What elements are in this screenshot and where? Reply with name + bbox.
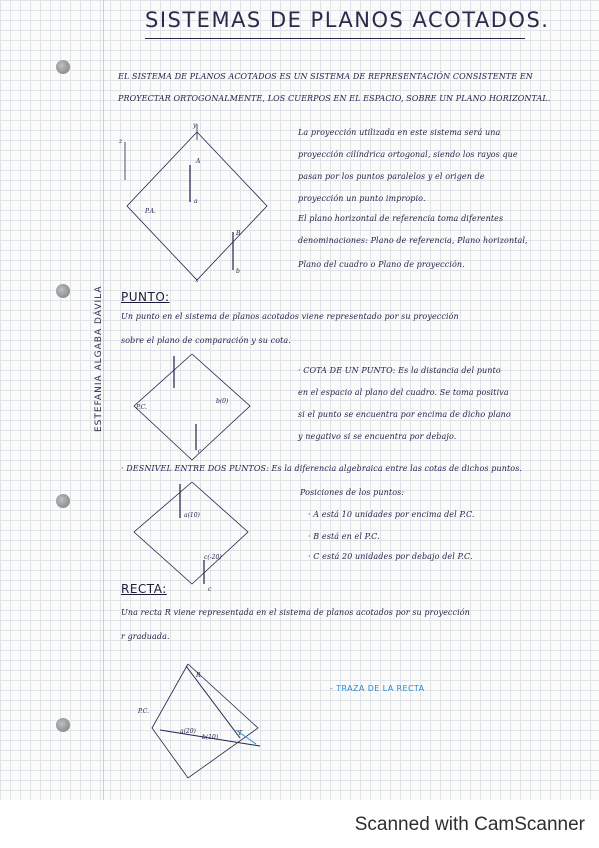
cota-line-4: y negativo si se encuentra por debajo.	[298, 432, 457, 441]
posicion-a: · A está 10 unidades por encima del P.C.	[308, 510, 475, 519]
label-c: c	[198, 448, 202, 455]
projection-line-7: Plano del cuadro o Plano de proyección.	[298, 260, 465, 269]
projection-line-1: La proyección utilizada en este sistema será una	[298, 128, 501, 137]
label-c20: c(-20)	[204, 554, 222, 561]
label-a: A	[196, 158, 201, 165]
recta-heading: RECTA:	[121, 582, 167, 596]
scanner-watermark: Scanned with CamScanner	[354, 814, 585, 835]
page-title: SISTEMAS DE PLANOS ACOTADOS.	[145, 8, 550, 32]
projection-line-4: proyección un punto impropio.	[298, 194, 426, 203]
label-b0: b(0)	[216, 398, 229, 405]
line-diagram	[150, 660, 270, 780]
label-a20: a(20)	[180, 728, 196, 735]
recta-line-2: r graduada.	[121, 632, 170, 641]
label-b: B	[236, 230, 241, 237]
punto-heading: PUNTO:	[121, 290, 170, 304]
binder-hole	[56, 60, 70, 74]
binder-hole	[56, 718, 70, 732]
label-c-pos: c	[208, 586, 212, 593]
trace-label: - TRAZA DE LA RECTA	[330, 684, 425, 693]
label-a10: a(10)	[184, 512, 200, 519]
axes-diagram	[115, 120, 285, 290]
label-b10: b(10)	[202, 734, 219, 741]
punto-line-2: sobre el plano de comparación y su cota.	[121, 336, 291, 345]
label-pc: P.C.	[136, 404, 148, 411]
punto-line-1: Un punto en el sistema de planos acotados viene representado por su proyección	[121, 312, 459, 321]
label-b-small: b	[236, 268, 240, 275]
point-positions-diagram	[130, 480, 270, 590]
label-pc-recta: P.C.	[138, 708, 150, 715]
label-z: z	[119, 138, 123, 145]
projection-line-5: El plano horizontal de referencia toma diferentes	[298, 214, 504, 223]
projection-line-6: denominaciones: Plano de referencia, Plano horizontal,	[298, 236, 528, 245]
intro-line-2: PROYECTAR ORTOGONALMENTE, LOS CUERPOS EN EL ESPACIO, SOBRE UN PLANO HORIZONTAL.	[118, 94, 551, 103]
cota-line-2: en el espacio al plano del cuadro. Se toma positiva	[298, 388, 509, 397]
projection-line-3: pasan por los puntos paralelos y el origen de	[298, 172, 485, 181]
label-pa: P.A.	[145, 208, 156, 215]
posiciones-heading: Posiciones de los puntos:	[300, 488, 405, 497]
posicion-c: · C está 20 unidades por debajo del P.C.	[308, 552, 473, 561]
binder-hole	[56, 284, 70, 298]
label-x: x	[195, 277, 199, 284]
desnivel-text: · DESNIVEL ENTRE DOS PUNTOS: Es la diferencia algebraica entre las cotas de dichos puntos.	[121, 464, 523, 473]
binder-hole	[56, 494, 70, 508]
projection-line-2: proyección cilíndrica ortogonal, siendo los rayos que	[298, 150, 518, 159]
label-t: T	[238, 730, 243, 737]
label-y: y	[193, 122, 197, 129]
label-r: R	[196, 672, 201, 679]
title-underline	[145, 38, 525, 39]
cota-line-3: si el punto se encuentra por encima de dicho plano	[298, 410, 511, 419]
scanner-footer	[0, 800, 599, 848]
cota-line-1: · COTA DE UN PUNTO: Es la distancia del punto	[298, 366, 501, 375]
posicion-b: · B está en el P.C.	[308, 532, 380, 541]
intro-line-1: EL SISTEMA DE PLANOS ACOTADOS ES UN SISTEMA DE REPRESENTACIÓN CONSISTENTE EN	[118, 72, 533, 81]
author-note: ESTEFANIA ALGABA DÁVILA	[94, 285, 104, 432]
recta-line-1: Una recta R viene representada en el sistema de planos acotados por su proyección	[121, 608, 470, 617]
label-a-small: a	[194, 198, 198, 205]
